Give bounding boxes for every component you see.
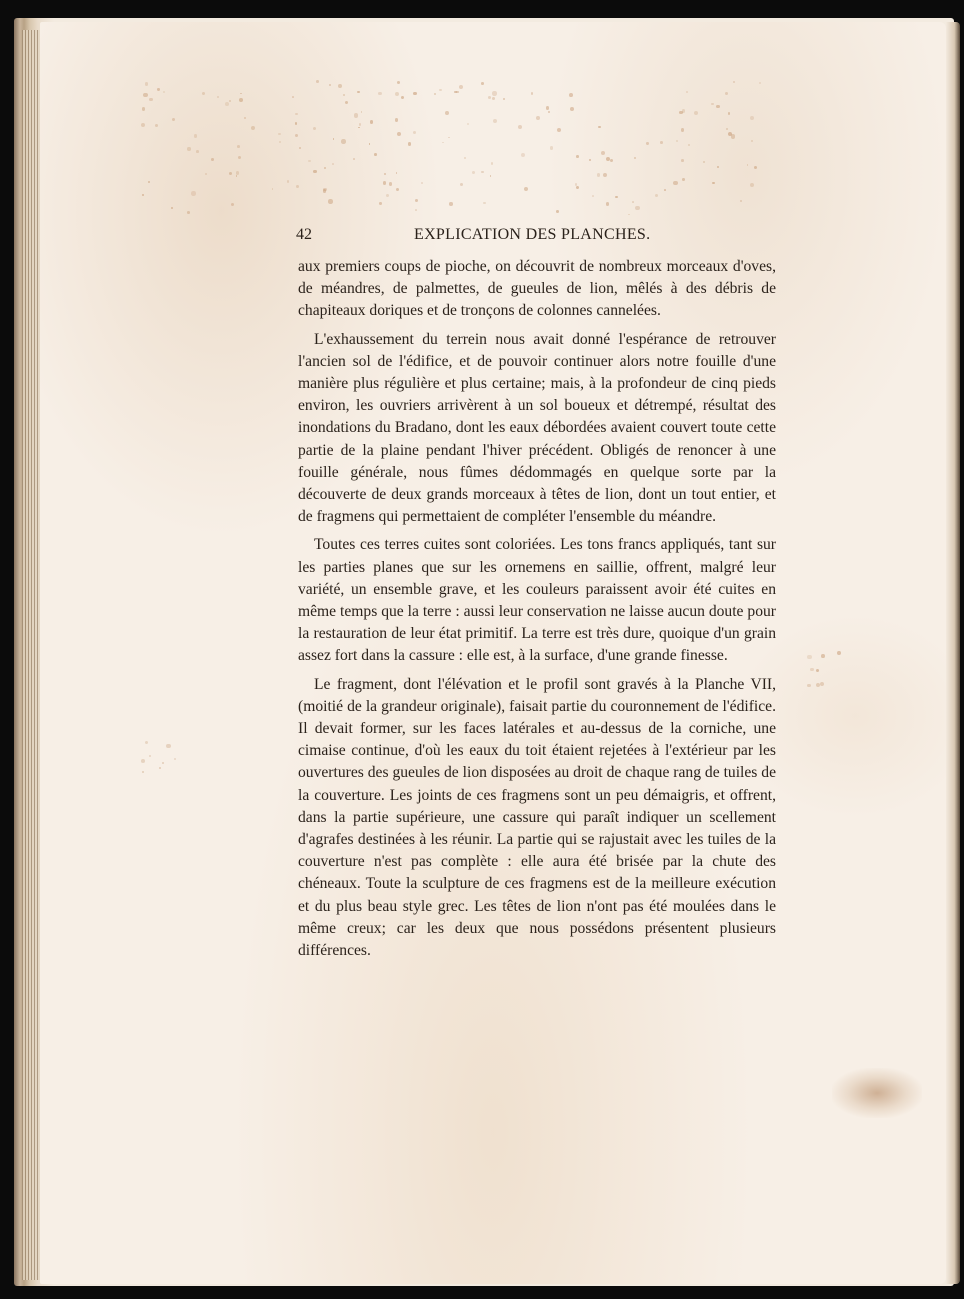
foxing-spot xyxy=(395,118,398,121)
foxing-spot xyxy=(316,80,319,83)
foxing-spot xyxy=(807,655,811,659)
foxing-spot xyxy=(576,155,579,158)
foxing-spot xyxy=(244,117,246,119)
foxing-spot xyxy=(606,202,609,205)
foxing-spot xyxy=(821,654,825,658)
book-spine-edge xyxy=(22,30,42,1280)
running-title: EXPLICATION DES PLANCHES. xyxy=(414,226,651,243)
foxing-spot xyxy=(397,81,400,84)
foxing-spot xyxy=(149,98,153,102)
foxing-spot xyxy=(456,91,458,93)
foxing-spot xyxy=(603,173,607,177)
foxing-spot xyxy=(439,89,441,91)
foxing-spot xyxy=(187,147,190,150)
foxing-spot xyxy=(211,158,214,161)
foxing-spot xyxy=(747,164,749,166)
foxing-spot xyxy=(187,211,190,214)
foxing-spot xyxy=(725,92,728,95)
foxing-spot xyxy=(287,180,289,182)
page-header xyxy=(296,226,676,250)
foxing-spot xyxy=(396,172,398,174)
foxing-spot xyxy=(837,651,841,655)
foxing-spot xyxy=(682,109,685,112)
paragraph: L'exhaussement du terrein nous avait donné l'espérance de retrouver l'ancien sol de l'édifice, et de pouvoir continuer alors notre fouille d'une manière plus régulière et plus certaine; mais, à la profondeur de cinq pieds environ, les ouvriers arrivèrent à un sol boueux et détrempé, résultat des inondations du Bradano, dont les eaux débordées avaient couvert toute cette partie de la plaine pendant l'hiver précédent. Obligés de renoncer à une fouille générale, nous fûmes dédommagés en quelque sorte par la découverte de deux grands morceaux à têtes de lion, dont un tout entier, et de fragmens qui permettaient de compléter l'ensemble du méandre. xyxy=(298,330,776,526)
foxing-spot xyxy=(491,162,493,164)
foxing-spot xyxy=(386,194,389,197)
foxing-spot xyxy=(239,98,243,102)
paragraph: aux premiers coups de pioche, on découvrit de nombreux morceaux d'oves, de méandres, de palmettes, de gueules de lion, mêlés à des débris de chapiteaux doriques et de tronçons de colonnes cannelées. xyxy=(298,258,776,320)
foxing-spot xyxy=(148,181,150,183)
foxing-spot xyxy=(359,123,361,125)
foxing-spot xyxy=(341,139,345,143)
foxing-spot xyxy=(521,153,525,157)
foxing-spot xyxy=(673,181,677,185)
foxing-spot xyxy=(397,132,401,136)
foxing-spot xyxy=(361,111,363,113)
foxing-spot xyxy=(194,134,197,137)
foxing-spot xyxy=(606,157,610,161)
foxing-spot xyxy=(345,101,348,104)
foxing-spot xyxy=(370,120,373,123)
foxing-spot xyxy=(464,157,466,159)
foxing-spot xyxy=(460,183,463,186)
page-right-edge xyxy=(946,22,960,1284)
foxing-spot xyxy=(324,167,326,169)
paragraph: Toutes ces terres cuites sont coloriées. Les tons francs appliqués, tant sur les parties planes que sur les ornemens en saillie, offrent, malgré leur variété, un ensemble grave, et les couleurs paraissent avoir été cuites en même temps que la terre : aussi leur conservation ne laisse aucun doute pour la restauration de leur état primitif. La terre est très dure, quoique d'un grain assez fort dans la cassure : elle est, à la surface, d'une grande finesse. xyxy=(298,536,776,665)
foxing-spot xyxy=(332,163,334,165)
foxing-spot xyxy=(481,82,484,85)
foxing-spot xyxy=(712,182,715,185)
foxing-spot xyxy=(196,150,199,153)
foxing-spot xyxy=(354,113,358,117)
foxing-spot xyxy=(807,684,810,687)
foxing-spot xyxy=(142,771,144,773)
foxing-spot xyxy=(384,173,386,175)
foxing-spot xyxy=(810,668,813,671)
foxing-spot xyxy=(664,189,666,191)
foxing-spot xyxy=(357,91,360,94)
foxing-spot xyxy=(172,118,175,121)
foxing-spot xyxy=(635,206,639,210)
page-number: 42 xyxy=(296,226,312,243)
foxing-spot xyxy=(174,758,176,760)
foxing-spot xyxy=(171,207,173,209)
foxing-spot xyxy=(408,142,411,145)
foxing-spot xyxy=(149,755,151,757)
foxing-spot xyxy=(155,124,158,127)
foxing-spot xyxy=(353,158,355,160)
foxing-spot xyxy=(632,201,634,203)
paragraph: Le fragment, dont l'élévation et le profil sont gravés à la Planche VII, (moitié de la grandeur originale), faisait partie du couronnement de l'édifice. Il devait former, sur les faces latérales et au-dessus de la corniche, une cimaise continue, d'où les eaux du toit étaient rejetées à l'extérieur par les ouvertures des gueules de lion disposées au droit de chaque rang de tuiles de la couverture. Les joints de ces fragmens sont un peu démaigris, et offrent, dans la partie supérieure, une cassure qui paraît indiquer un scellement d'agrafes destinées à les réunir. La partie qui se rajustait avec les tuiles de la couverture n'est pas complète : elle aura été brisée par la chute des chéneaux. Toute la sculpture de ces fragmens est de la meilleure exécution et du plus beau style grec. Les têtes de lion n'ont pas été moulées dans le même creux; car les deux que nous possédons présentent plusieurs différences. xyxy=(298,675,776,960)
foxing-spot xyxy=(421,182,423,184)
foxing-spot xyxy=(488,96,491,99)
foxing-spot xyxy=(236,171,239,174)
foxing-spot xyxy=(328,199,332,203)
foxing-spot xyxy=(646,142,648,144)
foxing-spot xyxy=(229,100,231,102)
foxing-spot xyxy=(292,96,294,98)
foxing-spot xyxy=(225,102,229,106)
foxing-spot xyxy=(379,202,381,204)
foxing-spot xyxy=(550,146,553,149)
foxing-spot xyxy=(141,759,145,763)
foxing-spot xyxy=(556,210,559,213)
foxing-spot xyxy=(157,88,159,90)
foxing-spot xyxy=(570,107,574,111)
foxing-spot xyxy=(166,744,170,748)
foxing-spot xyxy=(237,145,240,148)
foxing-spot xyxy=(467,123,469,125)
foxing-spot xyxy=(323,189,326,192)
foxing-spot xyxy=(681,159,684,162)
foxing-spot xyxy=(660,141,663,144)
foxing-spot xyxy=(191,191,195,195)
foxing-spot xyxy=(682,178,685,181)
foxing-spot xyxy=(142,194,144,196)
foxing-spot xyxy=(686,91,688,93)
foxing-spot xyxy=(374,153,377,156)
foxing-spot xyxy=(754,166,757,169)
foxing-spot xyxy=(449,202,452,205)
foxing-spot xyxy=(681,128,685,132)
foxing-spot xyxy=(383,181,386,184)
foxing-spot xyxy=(279,141,281,143)
foxing-spot xyxy=(145,82,148,85)
foxing-spot xyxy=(434,93,436,95)
foxing-spot xyxy=(143,93,147,97)
foxing-spot xyxy=(492,91,496,95)
foxing-spot xyxy=(299,147,301,149)
foxing-spot xyxy=(536,116,540,120)
water-stain xyxy=(832,1068,922,1118)
foxing-spot xyxy=(338,84,342,88)
foxing-spot xyxy=(378,92,381,95)
body-text xyxy=(298,256,776,968)
foxing-spot xyxy=(490,175,492,177)
foxing-spot xyxy=(313,127,316,130)
foxing-spot xyxy=(601,151,605,155)
foxing-spot xyxy=(445,111,449,115)
foxing-spot xyxy=(524,187,528,191)
foxing-spot xyxy=(592,195,594,197)
foxing-spot xyxy=(492,97,495,100)
foxing-spot xyxy=(615,196,617,198)
foxing-spot xyxy=(329,84,331,86)
